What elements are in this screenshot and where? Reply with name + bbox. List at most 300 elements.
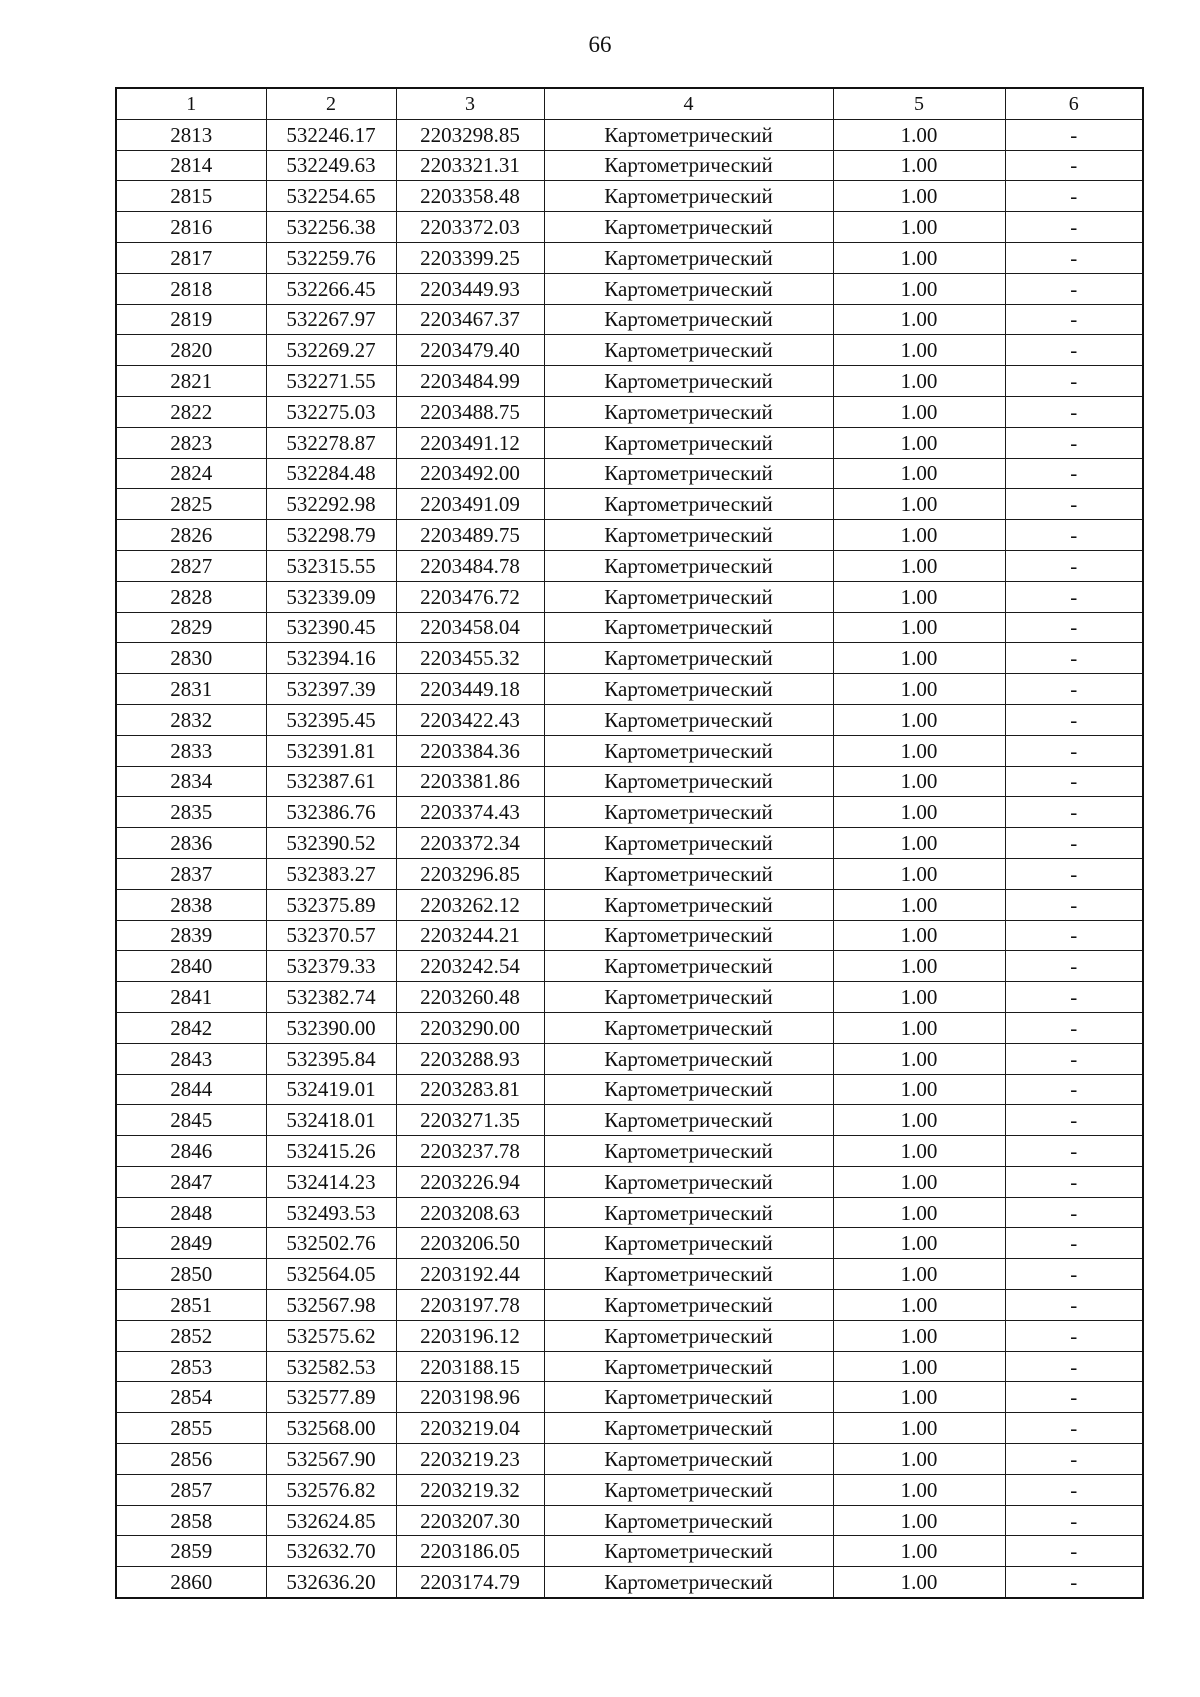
page-number: 66 (588, 32, 612, 57)
cell-y-coordinate: 2203372.34 (396, 828, 544, 859)
cell-point-number: 2850 (116, 1259, 266, 1290)
cell-y-coordinate: 2203374.43 (396, 797, 544, 828)
cell-method: Картометрический (544, 1320, 833, 1351)
cell-x-coordinate: 532249.63 (266, 150, 396, 181)
table-row (116, 951, 1143, 982)
cell-point-number: 2814 (116, 150, 266, 181)
cell-method: Картометрический (544, 1197, 833, 1228)
table-row (116, 674, 1143, 705)
cell-method: Картометрический (544, 181, 833, 212)
cell-method: Картометрический (544, 889, 833, 920)
cell-note: - (1005, 643, 1143, 674)
cell-note: - (1005, 520, 1143, 551)
table-row (116, 273, 1143, 304)
cell-x-coordinate: 532298.79 (266, 520, 396, 551)
cell-x-coordinate: 532582.53 (266, 1351, 396, 1382)
cell-point-number: 2849 (116, 1228, 266, 1259)
cell-note: - (1005, 1043, 1143, 1074)
cell-note: - (1005, 1136, 1143, 1167)
table-row (116, 1382, 1143, 1413)
cell-accuracy: 1.00 (833, 396, 1005, 427)
cell-method: Картометрический (544, 982, 833, 1013)
cell-point-number: 2826 (116, 520, 266, 551)
cell-note: - (1005, 119, 1143, 150)
cell-y-coordinate: 2203455.32 (396, 643, 544, 674)
cell-accuracy: 1.00 (833, 1105, 1005, 1136)
cell-note: - (1005, 550, 1143, 581)
cell-x-coordinate: 532391.81 (266, 735, 396, 766)
cell-accuracy: 1.00 (833, 1444, 1005, 1475)
cell-note: - (1005, 242, 1143, 273)
cell-x-coordinate: 532390.52 (266, 828, 396, 859)
cell-point-number: 2851 (116, 1290, 266, 1321)
table-row (116, 335, 1143, 366)
cell-y-coordinate: 2203298.85 (396, 119, 544, 150)
cell-y-coordinate: 2203458.04 (396, 612, 544, 643)
cell-x-coordinate: 532577.89 (266, 1382, 396, 1413)
cell-accuracy: 1.00 (833, 427, 1005, 458)
cell-note: - (1005, 150, 1143, 181)
cell-point-number: 2848 (116, 1197, 266, 1228)
cell-note: - (1005, 212, 1143, 243)
cell-method: Картометрический (544, 1259, 833, 1290)
cell-accuracy: 1.00 (833, 581, 1005, 612)
cell-point-number: 2833 (116, 735, 266, 766)
cell-note: - (1005, 335, 1143, 366)
table-row (116, 828, 1143, 859)
cell-method: Картометрический (544, 212, 833, 243)
cell-x-coordinate: 532632.70 (266, 1536, 396, 1567)
cell-accuracy: 1.00 (833, 304, 1005, 335)
cell-method: Картометрический (544, 858, 833, 889)
cell-method: Картометрический (544, 1474, 833, 1505)
cell-accuracy: 1.00 (833, 550, 1005, 581)
cell-point-number: 2847 (116, 1166, 266, 1197)
cell-accuracy: 1.00 (833, 920, 1005, 951)
table-row (116, 735, 1143, 766)
table-row (116, 612, 1143, 643)
cell-note: - (1005, 1505, 1143, 1536)
cell-x-coordinate: 532278.87 (266, 427, 396, 458)
cell-accuracy: 1.00 (833, 335, 1005, 366)
cell-y-coordinate: 2203192.44 (396, 1259, 544, 1290)
cell-note: - (1005, 1166, 1143, 1197)
cell-point-number: 2819 (116, 304, 266, 335)
cell-note: - (1005, 1259, 1143, 1290)
table-row (116, 1320, 1143, 1351)
cell-accuracy: 1.00 (833, 612, 1005, 643)
table-row (116, 797, 1143, 828)
cell-note: - (1005, 1290, 1143, 1321)
cell-x-coordinate: 532254.65 (266, 181, 396, 212)
cell-point-number: 2846 (116, 1136, 266, 1167)
cell-x-coordinate: 532387.61 (266, 766, 396, 797)
cell-y-coordinate: 2203290.00 (396, 1012, 544, 1043)
cell-accuracy: 1.00 (833, 520, 1005, 551)
cell-method: Картометрический (544, 828, 833, 859)
cell-x-coordinate: 532564.05 (266, 1259, 396, 1290)
cell-x-coordinate: 532567.90 (266, 1444, 396, 1475)
cell-note: - (1005, 797, 1143, 828)
table-row (116, 1166, 1143, 1197)
cell-accuracy: 1.00 (833, 674, 1005, 705)
cell-method: Картометрический (544, 1166, 833, 1197)
cell-x-coordinate: 532267.97 (266, 304, 396, 335)
cell-point-number: 2835 (116, 797, 266, 828)
cell-x-coordinate: 532568.00 (266, 1413, 396, 1444)
cell-y-coordinate: 2203262.12 (396, 889, 544, 920)
cell-note: - (1005, 735, 1143, 766)
table-row (116, 1290, 1143, 1321)
cell-x-coordinate: 532575.62 (266, 1320, 396, 1351)
cell-method: Картометрический (544, 1012, 833, 1043)
cell-method: Картометрический (544, 1043, 833, 1074)
cell-method: Картометрический (544, 427, 833, 458)
cell-accuracy: 1.00 (833, 242, 1005, 273)
cell-y-coordinate: 2203321.31 (396, 150, 544, 181)
cell-note: - (1005, 674, 1143, 705)
cell-method: Картометрический (544, 674, 833, 705)
cell-point-number: 2837 (116, 858, 266, 889)
cell-accuracy: 1.00 (833, 1012, 1005, 1043)
cell-x-coordinate: 532256.38 (266, 212, 396, 243)
cell-y-coordinate: 2203174.79 (396, 1567, 544, 1598)
cell-y-coordinate: 2203484.78 (396, 550, 544, 581)
cell-y-coordinate: 2203188.15 (396, 1351, 544, 1382)
cell-point-number: 2845 (116, 1105, 266, 1136)
cell-method: Картометрический (544, 766, 833, 797)
cell-method: Картометрический (544, 550, 833, 581)
table-row (116, 704, 1143, 735)
cell-point-number: 2855 (116, 1413, 266, 1444)
cell-y-coordinate: 2203208.63 (396, 1197, 544, 1228)
cell-note: - (1005, 304, 1143, 335)
cell-x-coordinate: 532395.45 (266, 704, 396, 735)
cell-note: - (1005, 273, 1143, 304)
coordinates-table (115, 87, 1144, 1599)
cell-y-coordinate: 2203484.99 (396, 366, 544, 397)
cell-accuracy: 1.00 (833, 1413, 1005, 1444)
cell-point-number: 2856 (116, 1444, 266, 1475)
cell-method: Картометрический (544, 520, 833, 551)
table-row (116, 889, 1143, 920)
cell-point-number: 2813 (116, 119, 266, 150)
table-row (116, 1444, 1143, 1475)
table-row (116, 1197, 1143, 1228)
cell-x-coordinate: 532502.76 (266, 1228, 396, 1259)
cell-accuracy: 1.00 (833, 1074, 1005, 1105)
cell-accuracy: 1.00 (833, 797, 1005, 828)
cell-note: - (1005, 1474, 1143, 1505)
cell-accuracy: 1.00 (833, 1474, 1005, 1505)
cell-x-coordinate: 532275.03 (266, 396, 396, 427)
table-row (116, 458, 1143, 489)
cell-point-number: 2859 (116, 1536, 266, 1567)
cell-method: Картометрический (544, 1413, 833, 1444)
cell-point-number: 2853 (116, 1351, 266, 1382)
cell-y-coordinate: 2203399.25 (396, 242, 544, 273)
cell-point-number: 2828 (116, 581, 266, 612)
table-row (116, 489, 1143, 520)
cell-y-coordinate: 2203381.86 (396, 766, 544, 797)
cell-note: - (1005, 1197, 1143, 1228)
cell-accuracy: 1.00 (833, 1136, 1005, 1167)
cell-x-coordinate: 532418.01 (266, 1105, 396, 1136)
cell-y-coordinate: 2203271.35 (396, 1105, 544, 1136)
cell-x-coordinate: 532379.33 (266, 951, 396, 982)
cell-y-coordinate: 2203186.05 (396, 1536, 544, 1567)
cell-point-number: 2860 (116, 1567, 266, 1598)
cell-point-number: 2836 (116, 828, 266, 859)
table-row (116, 858, 1143, 889)
table-row (116, 427, 1143, 458)
cell-method: Картометрический (544, 735, 833, 766)
cell-method: Картометрический (544, 304, 833, 335)
cell-x-coordinate: 532269.27 (266, 335, 396, 366)
cell-y-coordinate: 2203296.85 (396, 858, 544, 889)
cell-note: - (1005, 396, 1143, 427)
cell-x-coordinate: 532394.16 (266, 643, 396, 674)
cell-accuracy: 1.00 (833, 458, 1005, 489)
cell-accuracy: 1.00 (833, 858, 1005, 889)
header-cell-5: 5 (833, 88, 1005, 119)
cell-note: - (1005, 1074, 1143, 1105)
cell-point-number: 2841 (116, 982, 266, 1013)
cell-x-coordinate: 532339.09 (266, 581, 396, 612)
cell-y-coordinate: 2203384.36 (396, 735, 544, 766)
cell-accuracy: 1.00 (833, 951, 1005, 982)
table-row (116, 1136, 1143, 1167)
cell-note: - (1005, 704, 1143, 735)
cell-y-coordinate: 2203422.43 (396, 704, 544, 735)
cell-method: Картометрический (544, 1290, 833, 1321)
cell-y-coordinate: 2203492.00 (396, 458, 544, 489)
table-row (116, 242, 1143, 273)
cell-method: Картометрический (544, 1136, 833, 1167)
cell-y-coordinate: 2203219.32 (396, 1474, 544, 1505)
table-row (116, 119, 1143, 150)
table-row (116, 1105, 1143, 1136)
cell-point-number: 2820 (116, 335, 266, 366)
table-row (116, 520, 1143, 551)
cell-accuracy: 1.00 (833, 1228, 1005, 1259)
cell-note: - (1005, 982, 1143, 1013)
cell-method: Картометрический (544, 396, 833, 427)
table-row (116, 181, 1143, 212)
cell-method: Картометрический (544, 704, 833, 735)
cell-y-coordinate: 2203467.37 (396, 304, 544, 335)
cell-y-coordinate: 2203226.94 (396, 1166, 544, 1197)
cell-accuracy: 1.00 (833, 889, 1005, 920)
cell-accuracy: 1.00 (833, 704, 1005, 735)
cell-note: - (1005, 458, 1143, 489)
cell-note: - (1005, 1105, 1143, 1136)
cell-point-number: 2832 (116, 704, 266, 735)
cell-x-coordinate: 532493.53 (266, 1197, 396, 1228)
cell-accuracy: 1.00 (833, 1505, 1005, 1536)
cell-note: - (1005, 828, 1143, 859)
cell-y-coordinate: 2203219.04 (396, 1413, 544, 1444)
cell-y-coordinate: 2203197.78 (396, 1290, 544, 1321)
cell-x-coordinate: 532259.76 (266, 242, 396, 273)
cell-point-number: 2822 (116, 396, 266, 427)
cell-y-coordinate: 2203491.12 (396, 427, 544, 458)
cell-note: - (1005, 858, 1143, 889)
cell-y-coordinate: 2203449.93 (396, 273, 544, 304)
cell-accuracy: 1.00 (833, 1290, 1005, 1321)
cell-point-number: 2838 (116, 889, 266, 920)
cell-method: Картометрический (544, 366, 833, 397)
cell-method: Картометрический (544, 920, 833, 951)
table-row (116, 550, 1143, 581)
cell-method: Картометрический (544, 1567, 833, 1598)
cell-point-number: 2843 (116, 1043, 266, 1074)
table-row (116, 1536, 1143, 1567)
cell-note: - (1005, 1444, 1143, 1475)
table-row (116, 304, 1143, 335)
cell-method: Картометрический (544, 1505, 833, 1536)
cell-x-coordinate: 532375.89 (266, 889, 396, 920)
table-row (116, 1351, 1143, 1382)
cell-point-number: 2821 (116, 366, 266, 397)
table-row (116, 366, 1143, 397)
cell-point-number: 2831 (116, 674, 266, 705)
cell-accuracy: 1.00 (833, 150, 1005, 181)
cell-method: Картометрический (544, 951, 833, 982)
cell-method: Картометрический (544, 119, 833, 150)
cell-y-coordinate: 2203449.18 (396, 674, 544, 705)
table-row (116, 920, 1143, 951)
header-cell-1: 1 (116, 88, 266, 119)
cell-x-coordinate: 532636.20 (266, 1567, 396, 1598)
cell-point-number: 2840 (116, 951, 266, 982)
cell-y-coordinate: 2203219.23 (396, 1444, 544, 1475)
cell-method: Картометрический (544, 1444, 833, 1475)
cell-y-coordinate: 2203206.50 (396, 1228, 544, 1259)
cell-accuracy: 1.00 (833, 1043, 1005, 1074)
header-cell-3: 3 (396, 88, 544, 119)
cell-accuracy: 1.00 (833, 1382, 1005, 1413)
cell-y-coordinate: 2203196.12 (396, 1320, 544, 1351)
cell-note: - (1005, 427, 1143, 458)
cell-method: Картометрический (544, 1105, 833, 1136)
cell-note: - (1005, 181, 1143, 212)
cell-note: - (1005, 951, 1143, 982)
cell-accuracy: 1.00 (833, 1351, 1005, 1382)
cell-y-coordinate: 2203491.09 (396, 489, 544, 520)
cell-note: - (1005, 1536, 1143, 1567)
cell-point-number: 2842 (116, 1012, 266, 1043)
table-row (116, 1567, 1143, 1598)
cell-point-number: 2839 (116, 920, 266, 951)
cell-method: Картометрический (544, 1228, 833, 1259)
table-header (116, 88, 1143, 119)
cell-x-coordinate: 532382.74 (266, 982, 396, 1013)
cell-y-coordinate: 2203283.81 (396, 1074, 544, 1105)
cell-point-number: 2816 (116, 212, 266, 243)
table-row (116, 1043, 1143, 1074)
cell-accuracy: 1.00 (833, 643, 1005, 674)
cell-x-coordinate: 532292.98 (266, 489, 396, 520)
cell-point-number: 2857 (116, 1474, 266, 1505)
cell-accuracy: 1.00 (833, 1536, 1005, 1567)
cell-method: Картометрический (544, 1074, 833, 1105)
table-row (116, 212, 1143, 243)
table-row (116, 396, 1143, 427)
cell-y-coordinate: 2203476.72 (396, 581, 544, 612)
cell-accuracy: 1.00 (833, 366, 1005, 397)
cell-accuracy: 1.00 (833, 766, 1005, 797)
cell-note: - (1005, 1320, 1143, 1351)
table-row (116, 1474, 1143, 1505)
cell-point-number: 2834 (116, 766, 266, 797)
cell-x-coordinate: 532266.45 (266, 273, 396, 304)
cell-note: - (1005, 366, 1143, 397)
cell-point-number: 2825 (116, 489, 266, 520)
cell-x-coordinate: 532390.00 (266, 1012, 396, 1043)
cell-method: Картометрический (544, 335, 833, 366)
cell-accuracy: 1.00 (833, 982, 1005, 1013)
cell-note: - (1005, 1413, 1143, 1444)
header-cell-2: 2 (266, 88, 396, 119)
cell-method: Картометрический (544, 242, 833, 273)
table-row (116, 982, 1143, 1013)
cell-method: Картометрический (544, 581, 833, 612)
table-row (116, 581, 1143, 612)
cell-point-number: 2844 (116, 1074, 266, 1105)
table-row (116, 643, 1143, 674)
cell-x-coordinate: 532370.57 (266, 920, 396, 951)
cell-y-coordinate: 2203288.93 (396, 1043, 544, 1074)
cell-point-number: 2858 (116, 1505, 266, 1536)
cell-point-number: 2818 (116, 273, 266, 304)
cell-y-coordinate: 2203237.78 (396, 1136, 544, 1167)
cell-accuracy: 1.00 (833, 489, 1005, 520)
cell-x-coordinate: 532246.17 (266, 119, 396, 150)
header-cell-4: 4 (544, 88, 833, 119)
cell-y-coordinate: 2203489.75 (396, 520, 544, 551)
cell-note: - (1005, 1567, 1143, 1598)
cell-accuracy: 1.00 (833, 735, 1005, 766)
cell-note: - (1005, 1012, 1143, 1043)
cell-note: - (1005, 766, 1143, 797)
header-row (116, 88, 1143, 119)
cell-x-coordinate: 532567.98 (266, 1290, 396, 1321)
cell-point-number: 2823 (116, 427, 266, 458)
cell-note: - (1005, 489, 1143, 520)
cell-method: Картометрический (544, 612, 833, 643)
cell-y-coordinate: 2203372.03 (396, 212, 544, 243)
cell-method: Картометрический (544, 1351, 833, 1382)
cell-x-coordinate: 532415.26 (266, 1136, 396, 1167)
cell-point-number: 2830 (116, 643, 266, 674)
cell-accuracy: 1.00 (833, 1320, 1005, 1351)
cell-accuracy: 1.00 (833, 1567, 1005, 1598)
cell-y-coordinate: 2203207.30 (396, 1505, 544, 1536)
table-body (116, 119, 1143, 1598)
cell-y-coordinate: 2203244.21 (396, 920, 544, 951)
table-row (116, 1505, 1143, 1536)
cell-x-coordinate: 532315.55 (266, 550, 396, 581)
cell-x-coordinate: 532419.01 (266, 1074, 396, 1105)
cell-x-coordinate: 532576.82 (266, 1474, 396, 1505)
table-row (116, 1074, 1143, 1105)
cell-x-coordinate: 532386.76 (266, 797, 396, 828)
cell-accuracy: 1.00 (833, 1197, 1005, 1228)
cell-accuracy: 1.00 (833, 828, 1005, 859)
table-row (116, 1228, 1143, 1259)
cell-y-coordinate: 2203488.75 (396, 396, 544, 427)
